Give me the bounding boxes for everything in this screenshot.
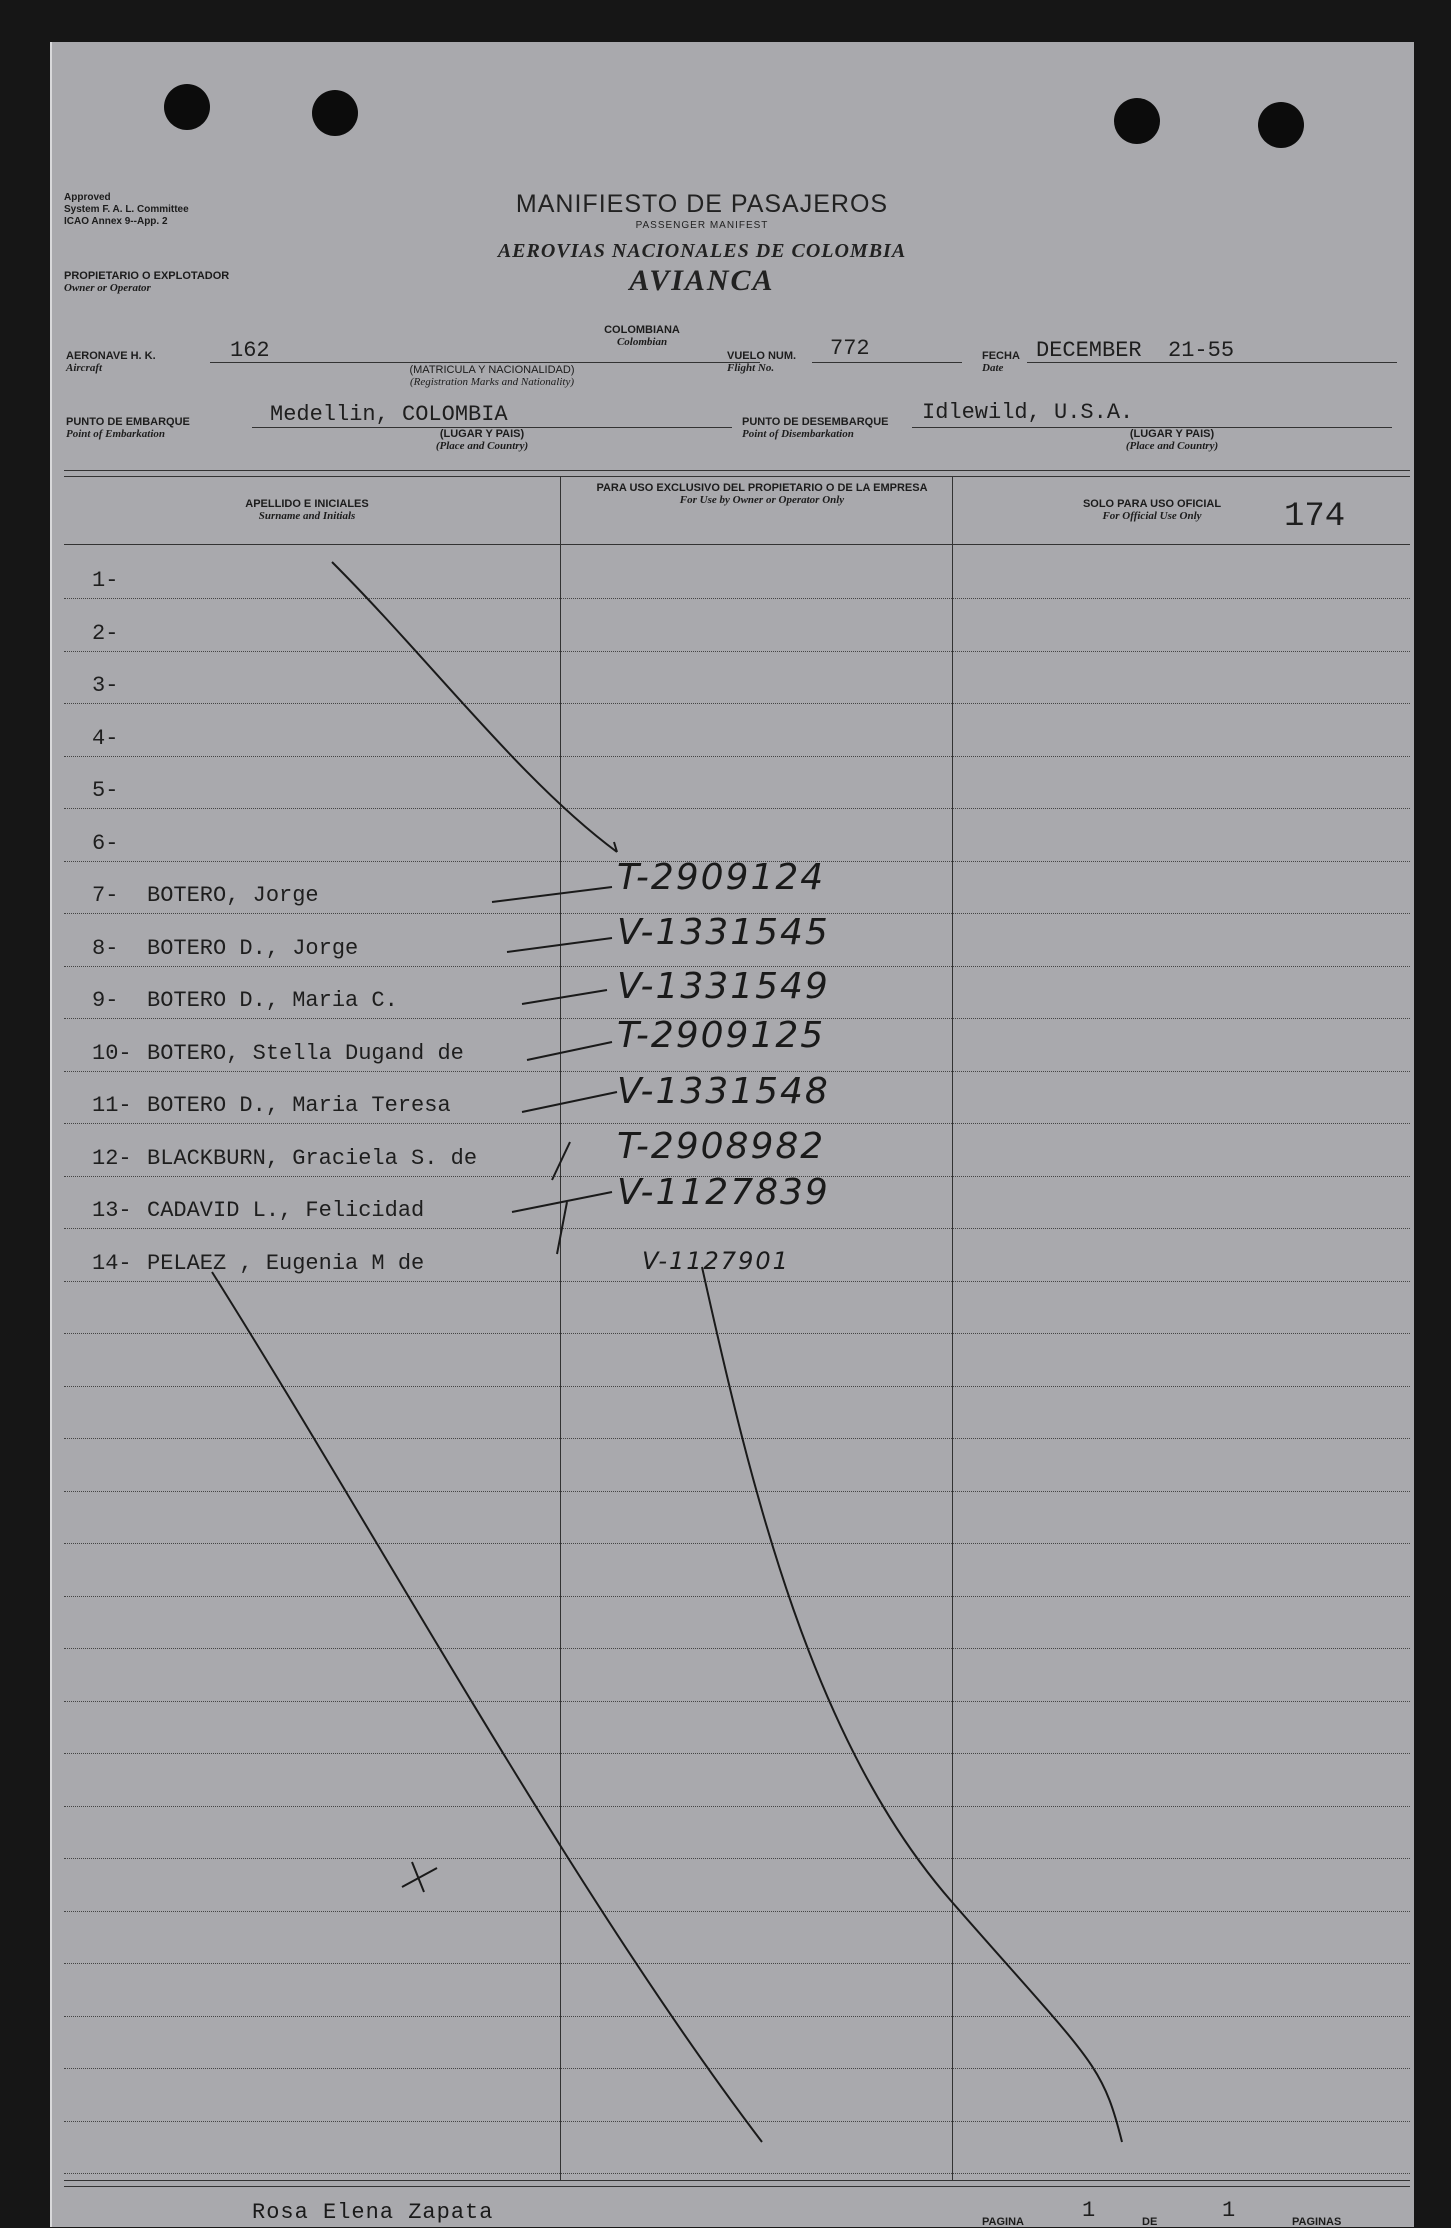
scribble-mark xyxy=(402,1862,437,1892)
row-number: 9- xyxy=(92,988,119,1013)
row-rule xyxy=(64,1753,1410,1754)
row-rule xyxy=(64,1333,1410,1334)
paginas-label: PAGINAS xyxy=(1292,2216,1342,2228)
owner-label-en: Owner or Operator xyxy=(64,282,151,294)
row-rule xyxy=(64,1806,1410,1807)
punch-hole xyxy=(1258,102,1304,148)
row-rule xyxy=(64,1963,1410,1964)
date-fill-line xyxy=(1027,362,1397,363)
embark-label xyxy=(66,416,190,440)
punch-hole xyxy=(164,84,210,130)
aircraft-value: 162 xyxy=(230,338,270,363)
manifest-sheet xyxy=(50,42,1414,2227)
passenger-name: BOTERO D., Maria Teresa xyxy=(147,1093,451,1118)
passenger-document: V-1331545 xyxy=(617,911,830,953)
disembark-place-label xyxy=(1072,428,1272,452)
aircraft-label-es: AERONAVE H. K. xyxy=(66,350,156,362)
nationality-top-en: Colombian xyxy=(616,336,668,348)
approval-line: ICAO Annex 9--App. 2 xyxy=(64,216,168,227)
row-number: 7- xyxy=(92,883,119,908)
passenger-document: V-1331549 xyxy=(617,966,830,1007)
check-mark xyxy=(522,1092,617,1112)
passenger-name: BOTERO, Jorge xyxy=(147,883,319,908)
de-label: DE xyxy=(1142,2216,1158,2228)
disembark-label-en: Point of Disembarkation xyxy=(742,428,854,440)
page-number: 1 xyxy=(1082,2198,1096,2223)
approval-block xyxy=(64,192,189,228)
row-number: 1- xyxy=(92,568,119,593)
passenger-name: PELAEZ , Eugenia M de xyxy=(147,1250,425,1276)
date-label xyxy=(982,350,1020,374)
owner-label-es: PROPIETARIO O EXPLOTADOR xyxy=(64,270,230,282)
passenger-document: V-1127901 xyxy=(642,1246,790,1275)
airline-brand: AVIANCA xyxy=(629,264,775,297)
row-rule xyxy=(64,1123,1410,1124)
strike-line xyxy=(702,1267,1122,2142)
row-rule xyxy=(64,1858,1410,1859)
flight-label-en: Flight No. xyxy=(727,362,775,374)
airline-name: AEROVIAS NACIONALES DE COLOMBIA xyxy=(497,240,907,262)
date-label-en: Date xyxy=(982,362,1004,374)
table-bottom-rule xyxy=(64,2180,1410,2181)
check-mark xyxy=(527,1042,612,1060)
page-stamp-number: 174 xyxy=(1284,498,1346,536)
page-title: MANIFIESTO DE PASAJEROS xyxy=(515,190,889,218)
date-value: DECEMBER 21-55 xyxy=(1036,338,1235,363)
column-header-official-es: SOLO PARA USO OFICIAL xyxy=(1082,498,1222,510)
passenger-name: BOTERO D., Maria C. xyxy=(147,988,398,1013)
row-number: 5- xyxy=(92,778,119,803)
flight-label xyxy=(727,350,796,374)
disembark-value: Idlewild, U.S.A. xyxy=(922,400,1134,425)
check-mark xyxy=(512,1192,612,1254)
owner-label xyxy=(64,270,229,294)
row-number: 14- xyxy=(92,1250,132,1276)
punch-hole xyxy=(312,90,358,136)
table-header-rule xyxy=(64,544,1410,545)
page-total: 1 xyxy=(1222,2198,1236,2223)
row-rule xyxy=(64,1281,1410,1282)
table-top-rule xyxy=(64,476,1410,477)
nationality-top-es: COLOMBIANA xyxy=(604,324,680,336)
row-rule xyxy=(64,1596,1410,1597)
passenger-name: BLACKBURN, Graciela S. de xyxy=(147,1145,478,1171)
flight-fill-line xyxy=(812,362,962,363)
column-header-operator xyxy=(592,482,932,506)
passenger-name: BOTERO, Stella Dugand de xyxy=(147,1040,464,1066)
aircraft-fill-line xyxy=(210,362,760,363)
check-mark xyxy=(522,990,607,1004)
page-subtitle: PASSENGER MANIFEST xyxy=(635,220,769,231)
disembark-place-label-en: (Place and Country) xyxy=(1125,440,1219,452)
passenger-name: CADAVID L., Felicidad xyxy=(147,1198,425,1223)
column-header-surname xyxy=(92,498,522,522)
registration-label-es: (MATRICULA Y NACIONALIDAD) xyxy=(409,364,575,376)
embark-label-es: PUNTO DE EMBARQUE xyxy=(66,416,190,428)
row-number: 3- xyxy=(92,673,119,698)
embark-place-label-es: (LUGAR Y PAIS) xyxy=(439,428,525,440)
aircraft-label-en: Aircraft xyxy=(66,362,103,374)
disembark-place-label-es: (LUGAR Y PAIS) xyxy=(1129,428,1215,440)
row-rule xyxy=(64,808,1410,809)
strike-line xyxy=(212,1272,762,2142)
row-number: 6- xyxy=(92,830,119,856)
column-header-operator-es: PARA USO EXCLUSIVO DEL PROPIETARIO O DE LA EMPRESA xyxy=(596,482,928,494)
column-header-operator-en: For Use by Owner or Operator Only xyxy=(679,494,845,506)
flight-value: 772 xyxy=(830,336,870,361)
strike-line xyxy=(614,842,617,852)
row-number: 13- xyxy=(92,1198,132,1223)
row-number: 11- xyxy=(92,1093,132,1118)
row-rule xyxy=(64,1543,1410,1544)
embark-place-label-en: (Place and Country) xyxy=(435,440,529,452)
row-number: 12- xyxy=(92,1145,132,1171)
approval-line: System F. A. L. Committee xyxy=(64,204,189,215)
row-number: 10- xyxy=(92,1040,132,1066)
approval-line: Approved xyxy=(64,192,111,203)
row-rule xyxy=(64,2016,1410,2017)
punch-hole xyxy=(1114,98,1160,144)
row-rule xyxy=(64,1701,1410,1702)
row-rule xyxy=(64,1228,1410,1229)
passenger-name: BOTERO D., Jorge xyxy=(147,935,359,961)
column-divider xyxy=(560,476,561,2180)
table-top-rule xyxy=(64,470,1410,471)
row-rule xyxy=(64,651,1410,652)
row-rule xyxy=(64,598,1410,599)
embark-place-label xyxy=(382,428,582,452)
nationality-top xyxy=(572,324,712,348)
embark-value: Medellin, COLOMBIA xyxy=(270,402,508,427)
row-rule xyxy=(64,703,1410,704)
registration-label xyxy=(332,364,652,388)
row-rule xyxy=(64,2173,1410,2174)
row-rule xyxy=(64,2121,1410,2122)
row-rule xyxy=(64,2068,1410,2069)
row-rule xyxy=(64,1438,1410,1439)
registration-label-en: (Registration Marks and Nationality) xyxy=(409,376,575,388)
passenger-document: T-2908982 xyxy=(617,1125,826,1167)
passenger-document: T-2909124 xyxy=(617,857,826,898)
date-label-es: FECHA xyxy=(982,350,1020,362)
pagina-label: PAGINA xyxy=(982,2216,1024,2228)
disembark-label-es: PUNTO DE DESEMBARQUE xyxy=(742,416,889,428)
disembark-label xyxy=(742,416,888,440)
row-rule xyxy=(64,1648,1410,1649)
passenger-document: V-1331548 xyxy=(617,1071,830,1112)
column-header-surname-en: Surname and Initials xyxy=(258,510,356,522)
check-mark xyxy=(552,1142,570,1180)
row-rule xyxy=(64,756,1410,757)
flight-label-es: VUELO NUM. xyxy=(727,350,797,362)
row-number: 4- xyxy=(92,725,119,751)
passenger-document: T-2909125 xyxy=(617,1014,826,1056)
row-rule xyxy=(64,1386,1410,1387)
aircraft-label xyxy=(66,350,156,374)
row-number: 8- xyxy=(92,935,119,961)
signature: Rosa Elena Zapata xyxy=(252,2200,494,2225)
column-header-official-en: For Official Use Only xyxy=(1102,510,1202,522)
table-bottom-rule xyxy=(64,2186,1410,2187)
row-number: 2- xyxy=(92,620,119,646)
embark-label-en: Point of Embarkation xyxy=(66,428,166,440)
column-header-surname-es: APELLIDO E INICIALES xyxy=(245,498,369,510)
row-rule xyxy=(64,1911,1410,1912)
check-mark xyxy=(492,887,612,902)
column-header-official xyxy=(1052,498,1252,522)
passenger-document: V-1127839 xyxy=(617,1172,830,1213)
column-divider xyxy=(952,476,953,2180)
row-rule xyxy=(64,1491,1410,1492)
